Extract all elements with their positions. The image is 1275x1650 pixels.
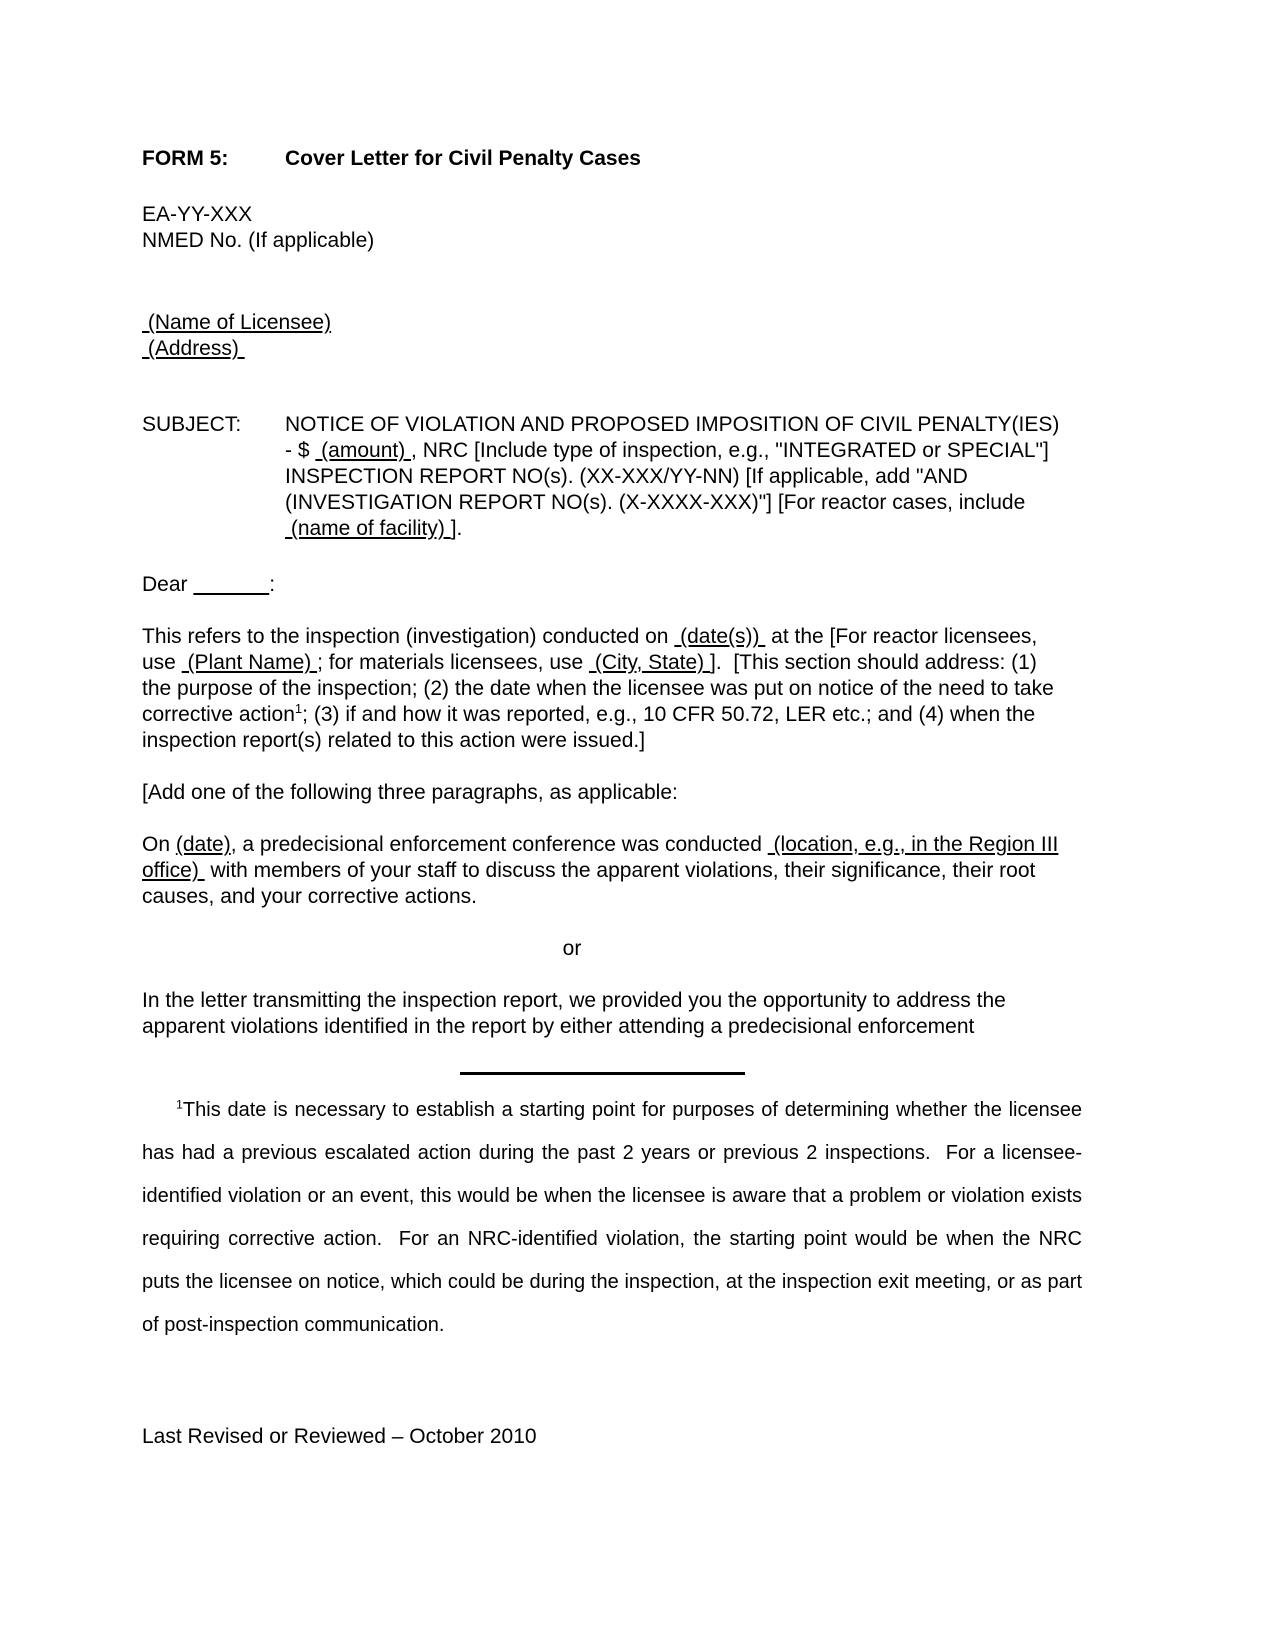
subject-label: SUBJECT: [142,413,242,436]
footnote-text: $^1$This date is necessary to establish a starting point for purposes of determining whether the licensee has had a previous escalated action during the past 2 years or previous 2 inspections. For a licensee-identified violation or an event, this would be when the licensee is aware that a problem or violation exists requiring corrective action. For an NRC-identified violation, the starting point would be when the NRC puts the licensee on notice, which could be during the inspection, at the inspection exit meeting, or as part of post-inspection communication. [142,1097,1082,1336]
reference-block [142,202,1062,254]
paragraph-inspection-reference: This refers to the inspection (investigation) conducted on (date(s)) at the [For reactor licensees, use (Plant Name) ; for materials licensees, use (City, State) ]. [This section should address: (1) the purpose of the inspection; (2) the date when the licensee was put on notice of the need to take corrective action$^1$; (3) if and how it was reported, e.g., 10 CFR 50.72, LER etc.; and (4) when the inspection report(s) related to this action were issued.] [142,625,1054,752]
ea-number-line: EA-YY-XXX [142,203,253,226]
paragraph-enforcement-conference: On (date), a predecisional enforcement conference was conducted (location, e.g., in the Region III office) with members of your staff to discuss the apparent violations, their significance, their root causes, and your corrective actions. [142,833,1059,908]
paragraph-transmittal-letter: In the letter transmitting the inspection report, we provided you the opportunity to address the apparent violations identified in the report by either attending a predecisional enforcement [142,989,1006,1038]
licensee-name-blank: (Name of Licensee) [142,311,332,334]
nmed-number-line: NMED No. (If applicable) [142,229,375,252]
form-heading [142,146,1062,172]
or-separator: or [562,937,582,960]
subject-block [142,412,1062,542]
salutation-line: Dear : [142,573,276,596]
licensee-address-blank: (Address) [142,337,245,360]
addressee-block [142,310,1062,362]
form-title: Cover Letter for Civil Penalty Cases [285,147,641,170]
subject-body: NOTICE OF VIOLATION AND PROPOSED IMPOSITION OF CIVIL PENALTY(IES) - $ (amount) , NRC [Include type of inspection, e.g., "INTEGRATED or SPECIAL"] INSPECTION REPORT NO(s). (XX-XXX/YY-NN) [If applicable, add "AND (INVESTIGATION REPORT NO(s). (X-XXXX-XXX)"] [For reactor cases, include (name of facility) ]. [285,413,1060,540]
paragraph-instruction-note: [Add one of the following three paragraphs, as applicable: [142,781,678,804]
revision-footer: Last Revised or Reviewed – October 2010 [142,1425,537,1448]
form-number-label: FORM 5: [142,147,229,170]
page-content [142,146,1082,1347]
footnote-divider [460,1072,745,1075]
